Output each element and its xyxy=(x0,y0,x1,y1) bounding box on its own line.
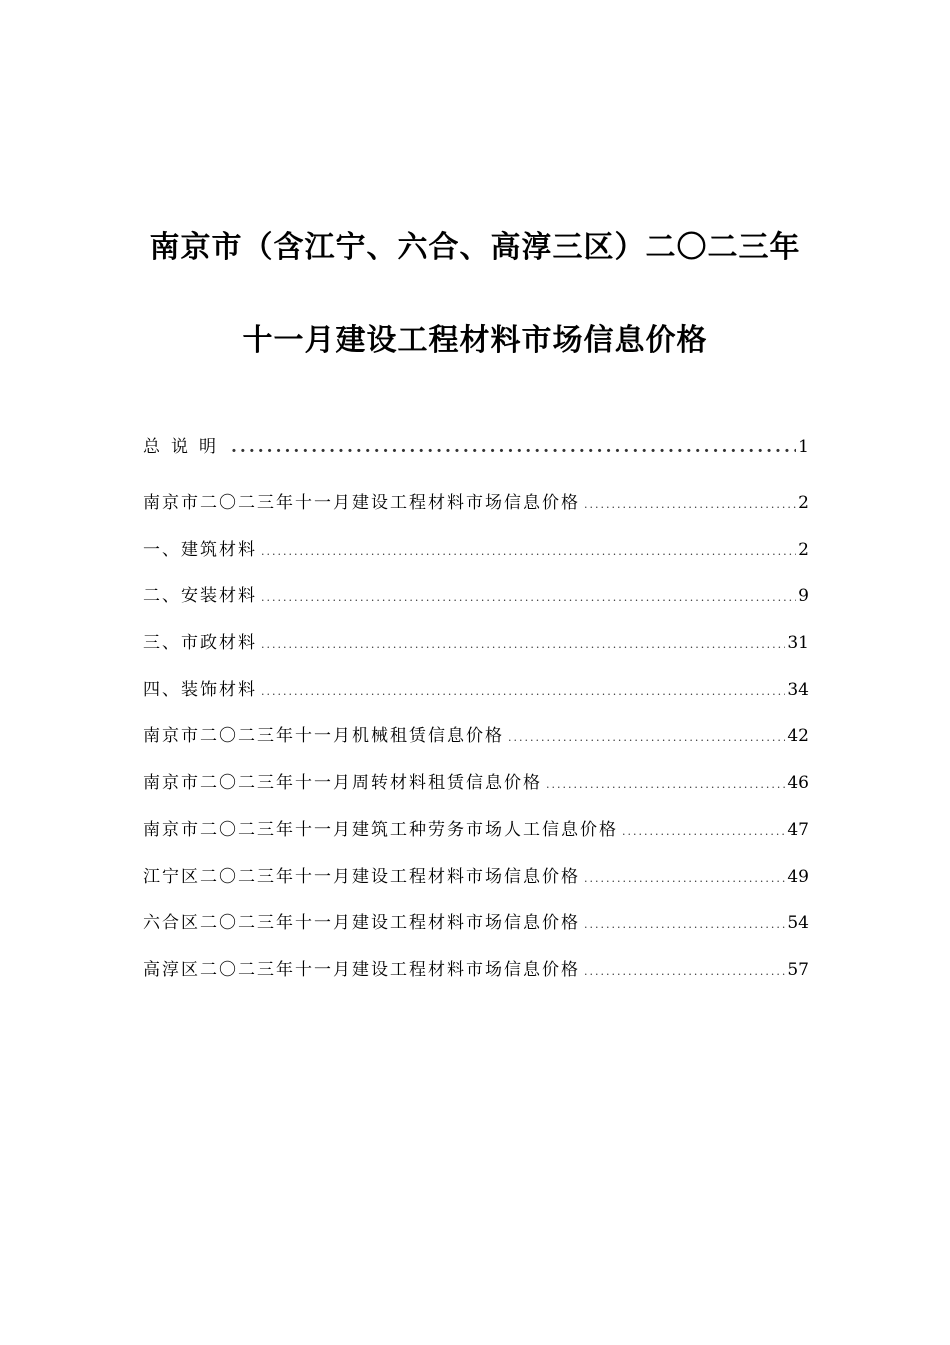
toc-entry[interactable] xyxy=(143,535,809,582)
document-title-line-2: 十一月建设工程材料市场信息价格 xyxy=(242,323,708,358)
toc-dot-leader xyxy=(261,545,796,558)
toc-entry-label: 高淳区二〇二三年十一月建设工程材料市场信息价格 xyxy=(143,959,580,980)
toc-entry[interactable] xyxy=(143,908,809,955)
toc-dot-leader xyxy=(584,965,785,978)
toc-entry-label: 总说明 xyxy=(143,437,227,457)
toc-entry-page: 49 xyxy=(787,866,809,887)
toc-entry-page: 1 xyxy=(798,437,809,457)
toc-entry[interactable] xyxy=(143,675,809,722)
toc-dot-leader xyxy=(261,685,785,698)
toc-entry-label: 南京市二〇二三年十一月机械租赁信息价格 xyxy=(143,726,504,747)
toc-entry-page: 2 xyxy=(798,493,809,513)
toc-entry-page: 47 xyxy=(787,819,809,840)
toc-dot-leader xyxy=(546,778,785,791)
toc-entry-label: 一、建筑材料 xyxy=(143,539,257,560)
toc-entry-page: 2 xyxy=(798,539,809,560)
toc-entry-label: 四、装饰材料 xyxy=(143,679,257,700)
toc-entry[interactable] xyxy=(143,488,809,535)
toc-entry[interactable] xyxy=(143,628,809,675)
document-title-line-1: 南京市（含江宁、六合、高淳三区）二〇二三年 xyxy=(149,230,801,265)
toc-entry[interactable] xyxy=(143,815,809,862)
toc-entry-label: 江宁区二〇二三年十一月建设工程材料市场信息价格 xyxy=(143,866,580,887)
toc-entry-label: 三、市政材料 xyxy=(143,633,257,654)
toc-entry[interactable] xyxy=(143,581,809,628)
toc-dot-leader xyxy=(584,872,785,885)
toc-dot-leader xyxy=(508,731,785,744)
toc-entry[interactable] xyxy=(143,768,809,815)
toc-entry-label: 南京市二〇二三年十一月建设工程材料市场信息价格 xyxy=(143,493,580,513)
toc-entry[interactable] xyxy=(143,721,809,768)
toc-entry-label: 六合区二〇二三年十一月建设工程材料市场信息价格 xyxy=(143,913,580,934)
toc-entry[interactable] xyxy=(143,862,809,909)
toc-entry-label: 二、安装材料 xyxy=(143,586,257,607)
toc-entry-page: 46 xyxy=(787,773,809,794)
toc-dot-leader xyxy=(261,638,785,651)
toc-entry-page: 42 xyxy=(787,726,809,747)
table-of-contents xyxy=(143,432,809,1002)
toc-entry-general-notes[interactable] xyxy=(143,432,809,488)
toc-dot-leader xyxy=(261,591,796,604)
toc-entry-page: 54 xyxy=(787,913,809,934)
toc-entry-label: 南京市二〇二三年十一月周转材料租赁信息价格 xyxy=(143,773,542,794)
toc-dot-leader xyxy=(584,498,796,511)
toc-entry-page: 9 xyxy=(798,586,809,607)
toc-dot-leader xyxy=(231,437,796,457)
toc-entry-page: 31 xyxy=(787,633,809,654)
toc-entry-page: 57 xyxy=(787,959,809,980)
toc-entry-page: 34 xyxy=(787,679,809,700)
toc-dot-leader xyxy=(584,918,785,931)
toc-dot-leader xyxy=(622,825,785,838)
toc-entry[interactable] xyxy=(143,955,809,1002)
toc-entry-label: 南京市二〇二三年十一月建筑工种劳务市场人工信息价格 xyxy=(143,819,618,840)
